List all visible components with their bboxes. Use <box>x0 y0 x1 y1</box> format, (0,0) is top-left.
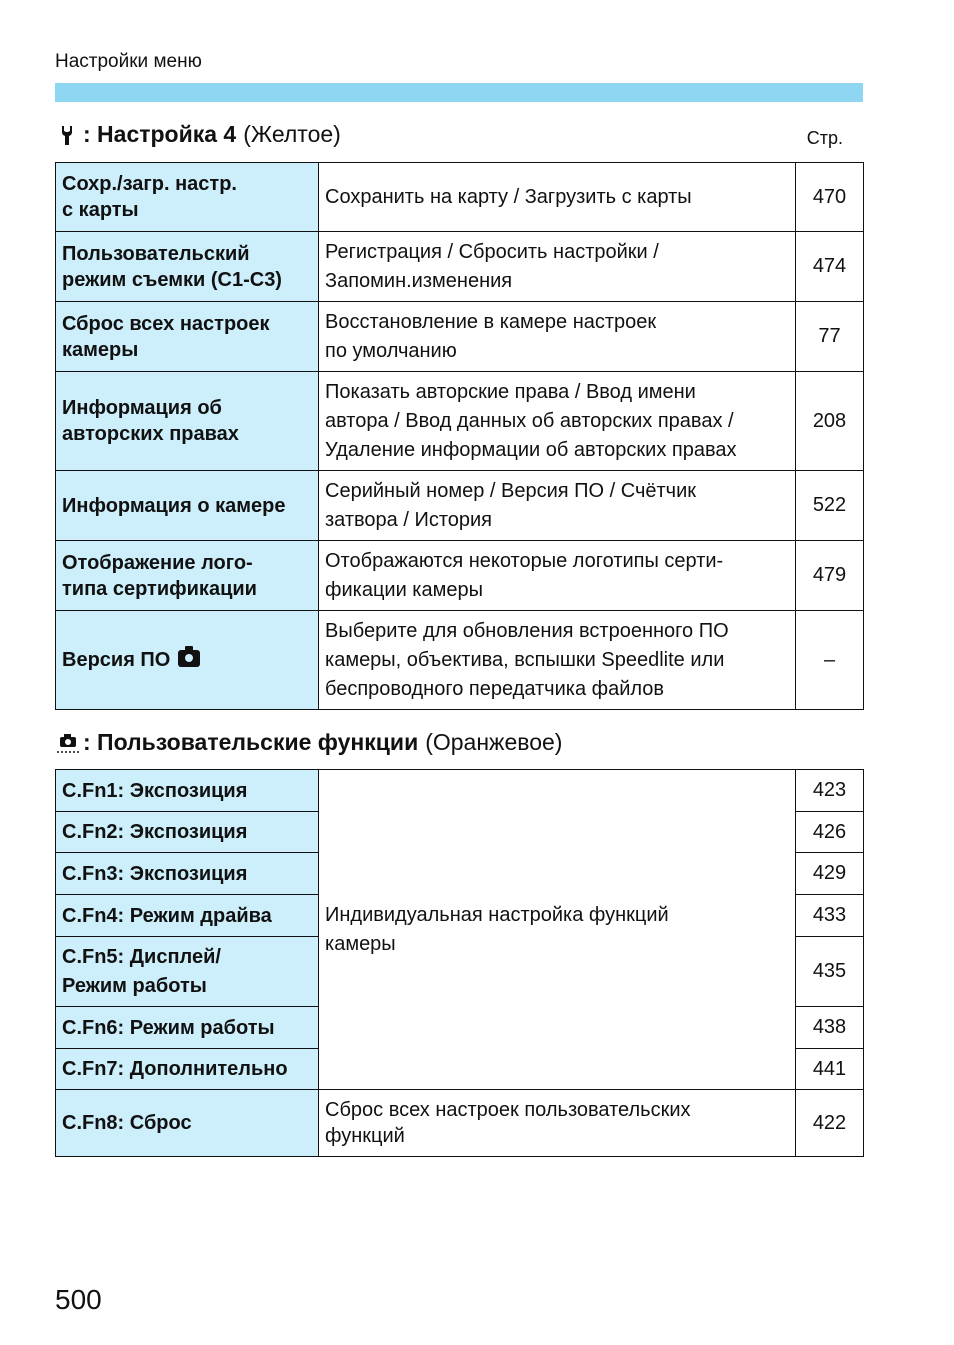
table-row <box>56 611 864 710</box>
setting-description: Показать авторские права / Ввод имени автора / Ввод данных об авторских правах / Удаление информации об авторских правах <box>319 372 796 471</box>
page-ref: 208 <box>796 372 864 471</box>
setting-description: Отображаются некоторые логотипы серти- фикации камеры <box>319 541 796 611</box>
cfn-name: C.Fn1: Экспозиция <box>56 770 319 812</box>
cfn-name: C.Fn3: Экспозиция <box>56 853 319 895</box>
setup4-title-bold: : Настройка 4 <box>83 121 237 147</box>
page-ref: 422 <box>796 1090 864 1157</box>
camera-icon <box>178 650 200 667</box>
setting-name <box>56 611 319 710</box>
page-column-label: Стр. <box>806 128 843 148</box>
page-ref: 522 <box>796 471 864 541</box>
table-row <box>56 163 864 232</box>
setup4-section-title <box>55 121 341 148</box>
setting-description: Выберите для обновления встроенного ПО камеры, объектива, вспышки Speedlite или беспроводного передатчика файлов <box>319 611 796 710</box>
setup4-table <box>55 162 864 710</box>
custom-title-bold: : Пользовательские функции <box>83 729 419 755</box>
page-ref: 77 <box>796 302 864 372</box>
table-row <box>56 471 864 541</box>
setting-name: Сохр./загр. настр. с карты <box>56 163 319 232</box>
page-number: 500 <box>55 1284 102 1315</box>
page-ref: 423 <box>796 770 864 812</box>
setting-name: Сброс всех настроек камеры <box>56 302 319 372</box>
cfn-reset-name: C.Fn8: Сброс <box>56 1090 319 1157</box>
setup4-title-color: (Желтое) <box>243 121 341 147</box>
setting-description: Восстановление в камере настроек по умолчанию <box>319 302 796 372</box>
setting-name: Отображение лого- типа сертификации <box>56 541 319 611</box>
setting-description: Регистрация / Сбросить настройки / Запомин.изменения <box>319 232 796 302</box>
table-row <box>56 302 864 372</box>
table-row <box>56 770 864 812</box>
header-color-bar <box>55 83 863 102</box>
custom-functions-section-title <box>55 729 562 756</box>
setting-name: Пользовательский режим съемки (C1-C3) <box>56 232 319 302</box>
running-header: Настройки меню <box>55 51 202 72</box>
table-row <box>56 541 864 611</box>
cfn-name: C.Fn2: Экспозиция <box>56 812 319 853</box>
setting-description: Сохранить на карту / Загрузить с карты <box>319 163 796 232</box>
page-ref: 433 <box>796 895 864 937</box>
page-ref: – <box>796 611 864 710</box>
cfn-reset-description: Сброс всех настроек пользовательских функций <box>319 1090 796 1157</box>
cfn-name: C.Fn7: Дополнительно <box>56 1049 319 1090</box>
page-ref: 470 <box>796 163 864 232</box>
table-row <box>56 232 864 302</box>
wrench-icon <box>55 123 81 147</box>
page-ref: 441 <box>796 1049 864 1090</box>
custom-title-color: (Оранжевое) <box>425 729 563 755</box>
cfn-name: C.Fn6: Режим работы <box>56 1007 319 1049</box>
page-ref: 474 <box>796 232 864 302</box>
setting-name: Информация об авторских правах <box>56 372 319 471</box>
cfn-name: C.Fn5: Дисплей/ Режим работы <box>56 937 319 1007</box>
table-row <box>56 372 864 471</box>
setting-name: Информация о камере <box>56 471 319 541</box>
custom-functions-table <box>55 769 864 1157</box>
page-ref: 435 <box>796 937 864 1007</box>
table-row <box>56 1090 864 1157</box>
page-ref: 429 <box>796 853 864 895</box>
camera-custom-icon <box>55 731 81 755</box>
page-ref: 426 <box>796 812 864 853</box>
setting-description: Серийный номер / Версия ПО / Счётчик затвора / История <box>319 471 796 541</box>
page-ref: 438 <box>796 1007 864 1049</box>
page-ref: 479 <box>796 541 864 611</box>
cfn-shared-description: Индивидуальная настройка функций камеры <box>319 770 796 1090</box>
cfn-name: C.Fn4: Режим драйва <box>56 895 319 937</box>
firmware-label: Версия ПО <box>62 648 171 671</box>
